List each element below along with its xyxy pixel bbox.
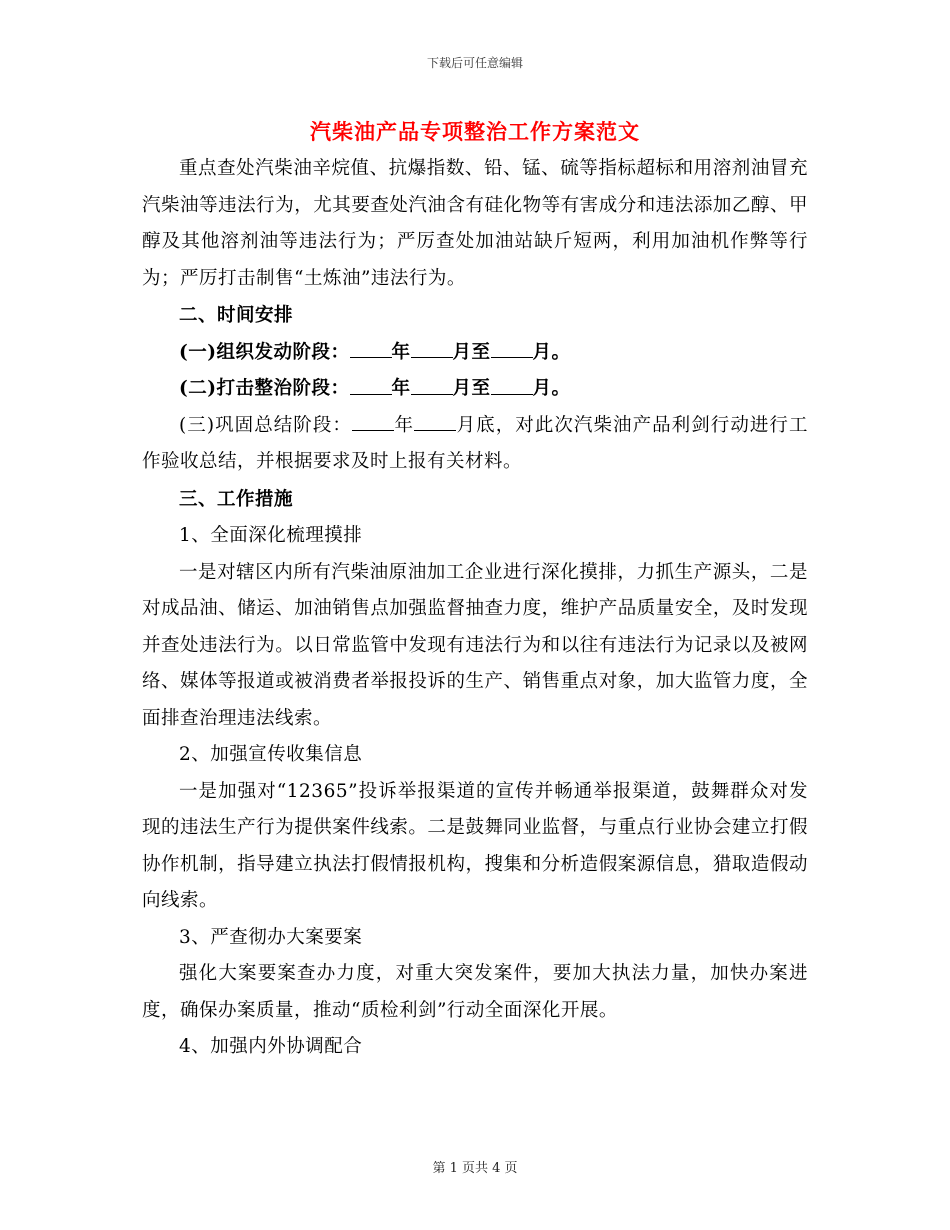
paragraph-intro: 重点查处汽柴油辛烷值、抗爆指数、铅、锰、硫等指标超标和用溶剂油冒充汽柴油等违法行为，尤其要查处汽油含有硅化物等有害成分和违法添加乙醇、甲醇及其他溶剂油等违法行为；严厉查处加油站缺斤短两，利用加油机作弊等行为；严厉打击制售“土炼油”违法行为。 — [142, 158, 808, 289]
measure-4-title: 4、加强内外协调配合 — [179, 1036, 363, 1057]
measure-3-text: 强化大案要案查办力度，对重大突发案件，要加大执法力量，加快办案进度，确保办案质量，推动“质检利剑”行动全面深化开展。 — [142, 963, 808, 1021]
measure-2-title: 2、加强宣传收集信息 — [179, 744, 363, 765]
measure-1-title: 1、全面深化梳理摸排 — [179, 525, 363, 546]
stage-crackdown-label: (二)打击整治阶段： — [179, 378, 350, 399]
month-end-label: 月。 — [532, 378, 571, 399]
stage-consolidate-text: 月底，对此次汽柴油产品利剑行动进行工作验收总结，并根据要求及时上报有关材料。 — [142, 414, 808, 472]
year-label: 年 — [391, 341, 411, 363]
blank-month — [491, 338, 533, 358]
stage-consolidate — [142, 408, 808, 481]
measure-2-text: 一是加强对“12365”投诉举报渠道的宣传并畅通举报渠道，鼓舞群众对发现的违法生产行为提供案件线索。二是鼓舞同业监督，与重点行业协会建立打假协作机制，指导建立执法打假情报机构，搜集和分析造假案源信息，猎取造假动向线索。 — [142, 780, 808, 911]
month-to-label: 月至 — [452, 341, 491, 363]
stage-organize — [142, 335, 808, 372]
blank-year — [350, 338, 392, 358]
page-footer: 第 1 页共 4 页 — [432, 1161, 518, 1176]
blank-year — [350, 375, 392, 395]
header-note: 下载后可任意编辑 — [426, 56, 523, 70]
stage-consolidate-label: (三)巩固总结阶段： — [179, 414, 352, 436]
month-end-label: 月。 — [532, 341, 571, 363]
document-title: 汽柴油产品专项整治工作方案范文 — [310, 119, 640, 144]
document-body — [142, 151, 808, 1066]
year-label: 年 — [391, 378, 411, 399]
year-label: 年 — [393, 414, 415, 436]
blank-year — [352, 411, 394, 431]
stage-crackdown — [142, 371, 808, 408]
month-to-label: 月至 — [452, 378, 491, 399]
section-heading-time: 二、时间安排 — [179, 305, 294, 326]
measure-1-text: 一是对辖区内所有汽柴油原油加工企业进行深化摸排，力抓生产源头，二是对成品油、储运、加油销售点加强监督抽查力度，维护产品质量安全，及时发现并查处违法行为。以日常监管中发现有违法行为和以往有违法行为记录以及被网络、媒体等报道或被消费者举报投诉的生产、销售重点对象，加大监管力度，全面排查治理违法线索。 — [142, 561, 808, 729]
section-heading-measures: 三、工作措施 — [179, 488, 294, 510]
blank-month — [491, 375, 533, 395]
blank-month — [411, 375, 453, 395]
measure-3-title: 3、严查彻办大案要案 — [179, 926, 363, 948]
blank-month — [411, 338, 453, 358]
blank-month — [414, 411, 456, 431]
stage-organize-label: (一)组织发动阶段： — [179, 341, 350, 363]
